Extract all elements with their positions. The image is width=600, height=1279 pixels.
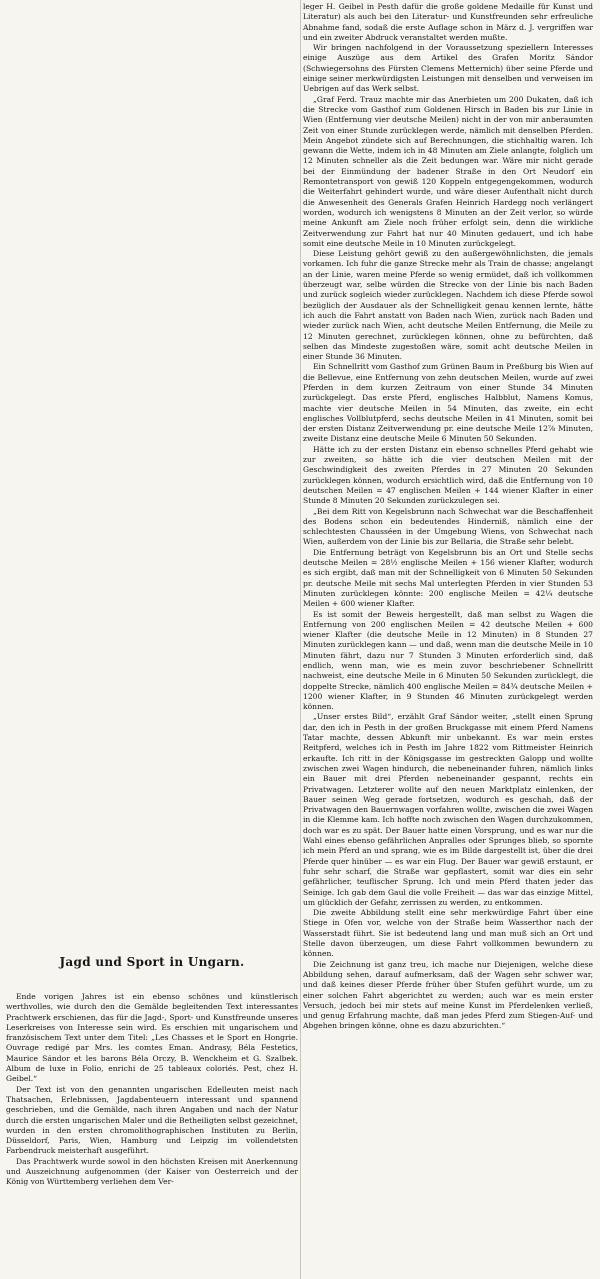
paragraph: Es ist somit der Beweis hergestellt, daß man selbst zu Wagen die Entfernung von 200 englischen Meilen = 42 deutsche Meilen + 600 wiener Klafter (die deutsche Meile in 12 Minuten) in 8 Stunden 27 Minuten zurücklegen kann — und daß, wenn man die deutsche Meile in 10 Minuten fährt, dazu nur 7 Stunden 3 Minuten erforderlich sind, daß endlich, wenn man, wie es mein zuvor beschriebener Schnellritt nachweist, eine deutsche Meile in 6 Minuten 50 Sekunden zurücklegt, die doppelte Strecke, nämlich 400 englische Meilen = 84¾ deutsche Meilen + 1200 wiener Klafter, in 9 Stunden 46 Minuten zurückgelegt werden können. xyxy=(303,609,593,712)
paragraph: Das Prachtwerk wurde sowol in den höchsten Kreisen mit Anerkennung und Auszeichnung aufgenommen (der Kaiser von Oesterreich und der König von Württemberg verliehen dem Ver- xyxy=(6,1156,298,1187)
column-rule xyxy=(300,0,301,1279)
article-heading: Jagd und Sport in Ungarn. xyxy=(59,955,245,969)
paragraph: „Bei dem Ritt von Kegelsbrunn nach Schwechat war die Beschaffenheit des Bodens schon ein bedeutendes Hinderniß, nämlich eine der schlechtesten Chausséen in der Umgebung Wiens, von Schwechat nach Wien, außerdem von der Linie bis zur Bellaria, die Straße sehr belebt. xyxy=(303,506,593,547)
paragraph: Hätte ich zu der ersten Distanz ein ebenso schnelles Pferd gehabt wie zur zweiten, so hätte ich die vier deutschen Meilen mit der Geschwindigkeit des zweiten Pferdes in 27 Minuten 20 Sekunden zurücklegen können, wodurch ersichtlich wird, daß die Entfernung von 10 deutschen Meilen = 47 englischen Meilen + 144 wiener Klafter in einer Stunde 8 Minuten 20 Sekunden zurückzulegen sei. xyxy=(303,444,593,506)
paragraph: „Unser erstes Bild“, erzählt Graf Sándor weiter, „stellt einen Sprung dar, den ich in Pesth in der großen Bruckgasse mit einem Pferd Namens Tatar machte, dessen Abkunft mir unbekannt. Es war mein erstes Reitpferd, welches ich in Pesth im Jahre 1822 vom Rittmeister Heinrich erkaufte. Ich ritt in der Königsgasse im gestreckten Galopp und wollte zwischen zwei Wagen hindurch, die nebeneinander fuhren, nämlich links ein Bauer mit drei Pferden nebeneinander gespannt, rechts ein Privatwagen. Letzterer wollte auf den neuen Marktplatz einlenken, der Bauer seinen Weg gerade fortsetzen, wodurch es geschah, daß der Privatwagen den Bauernwagen vorfahren wollte, zwischen die zwei Wagen in die Klemme kam. Ich hoffte noch zwischen den Wagen durchzukommen, doch war es zu spät. Der Bauer hatte einen Vorsprung, und es war nur die Wahl eines ebenso gefährlichen Anpralles oder Sprunges blieb, so spornte ich mein Pferd an und sprang, wie es im Bilde dargestellt ist, über die drei Pferde quer hinüber — es war ein Flug. Der Bauer war gewiß erstaunt, er fuhr sehr scharf, die Straße war gepflastert, somit war dies ein sehr gefährlicher, teuflischer Sprung. Ich und mein Pferd thaten jeder das Seinige. Ich gab dem Gaul die volle Freiheit — das war das einzige Mittel, um glücklich der Gefahr, zerrissen zu werden, zu entkommen. xyxy=(303,712,593,907)
paragraph: „Graf Ferd. Trauz machte mir das Anerbieten um 200 Dukaten, daß ich die Strecke vom Gasthof zum Goldenen Hirsch in Baden bis zur Linie in Wien (Entfernung vier deutsche Meilen) nicht in der von mir anberaumten Zeit von einer Stunde zurücklegen werde, nämlich mit denselben Pferden. Mein Angebot zündete sich auf Berechnungen, die stichhaltig waren. Ich gewann die Wette, indem ich in 48 Minuten am Ziele anlangte, folglich um 12 Minuten schneller als die Zeit bedungen war. Wäre mir nicht gerade bei der Einmündung der badener Straße in den Ort Neudorf ein Remontetransport von gewiß 120 Koppeln entgegengekommen, wodurch die Weiterfahrt gehindert wurde, und wäre dieser Aufenthalt nicht durch die Anwesenheit des Generals Grafen Heinrich Hardegg noch verlängert worden, wodurch ich wenigstens 8 Minuten an der Zeit verlor, so würde meine Ankunft am Ziele noch früher erfolgt sein, denn die wirkliche Zeitverwendung zur Fahrt hat nur 40 Minuten gedauert, und ich habe somit eine deutsche Meile in 10 Minuten zurückgelegt. xyxy=(303,94,593,248)
paragraph: Die zweite Abbildung stellt eine sehr merkwürdige Fahrt über eine Stiege in Ofen vor, welche von der Straße beim Wasserthor nach der Wasserstadt führt. Sie ist bedeutend lang und man muß sich an Ort und Stelle davon überzeugen, um diese Fahrt vollkommen bewundern zu können. xyxy=(303,908,593,959)
left-article-text xyxy=(6,992,298,1188)
paragraph: Ende vorigen Jahres ist ein ebenso schönes und künstlerisch werthvolles, wie durch den die Gemälde begleitenden Text interessantes Prachtwerk erschienen, das für die Jagd-, Sport- und Kunstfreunde unseres Leserkreises von Interesse sein wird. Es erschien mit ungarischem und französischem Text unter dem Titel: „Les Chasses et le Sport en Hongrie. Ouvrage redigé par Mrs. les comtes Eman. Andrasy, Béla Festetics, Maurice Sándor et les barons Béla Orczy, B. Wenckheim et G. Szalbek. Album de luxe in Folio, enrichi de 25 tableaux coloriés. Pest, chez H. Geibel.“ xyxy=(6,992,298,1084)
paragraph: Ein Schnellritt vom Gasthof zum Grünen Baum in Preßburg bis Wien auf die Bellevue, eine Entfernung von zehn deutschen Meilen, wurde auf zwei Pferden in dem kurzen Zeitraum von einer Stunde 34 Minuten zurückgelegt. Das erste Pferd, englisches Halbblut, Namens Komus, machte vier deutsche Meilen in 54 Minuten, das zweite, ein echt englisches Vollblutpferd, sechs deutsche Meilen in 41 Minuten, somit bei der ersten Distanz Zeitverwendung pr. eine deutsche Meile 12⅞ Minuten, zweite Distanz eine deutsche Meile 6 Minuten 50 Sekunden. xyxy=(303,362,593,444)
left-column xyxy=(6,0,298,1279)
paragraph: Die Entfernung beträgt von Kegelsbrunn bis an Ort und Stelle sechs deutsche Meilen = 28½ englische Meilen + 156 wiener Klafter, wodurch es sich ergibt, daß man mit der Schnelligkeit von 6 Minuten 50 Sekunden pr. deutsche Meile mit sechs Mal unterlegten Pferden in vier Stunden 53 Minuten zurücklegen könnte: 200 englische Meilen = 42¼ deutsche Meilen + 600 wiener Klafter. xyxy=(303,547,593,609)
paragraph: Die Zeichnung ist ganz treu, ich mache nur Diejenigen, welche diese Abbildung sehen, darauf aufmerksam, daß der Wagen sehr schwer war, und daß keines dieser Pferde früher über Stufen geführt wurde, um zu einer solchen Fahrt abgerichtet zu werden; auch war es mein erster Versuch, jedoch bei mir stets auf meine Kunst im Pferdelenken verließ, und genug Erfahrung machte, daß man jedes Pferd zum Stiegen-Auf- und Abgehen bringen könne, ohne es dazu abzurichten.“ xyxy=(303,959,593,1031)
paragraph: Der Text ist von den genannten ungarischen Edelleuten meist nach Thatsachen, Erlebnissen, Jagdabenteuern interessant und spannend geschrieben, und die Gemälde, nach ihren Angaben und nach der Natur durch die ersten ungarischen Maler und die Betheiligten selbst gezeichnet, wurden in den ersten chromolithographischen Instituten zu Berlin, Düsseldorf, Paris, Wien, Hamburg und Leipzig im vollendetsten Farbendruck meisterhaft ausgeführt. xyxy=(6,1084,298,1156)
paragraph: Wir bringen nachfolgend in der Voraussetzung speziellern Interesses einige Auszüge aus dem Artikel des Grafen Moritz Sándor (Schwiegersohns des Fürsten Clemens Metternich) über seine Pferde und einige seiner merkwürdigsten Leistungen mit denselben und verweisen im Uebrigen auf das Werk selbst. xyxy=(303,43,593,94)
paragraph: leger H. Geibel in Pesth dafür die große goldene Medaille für Kunst und Literatur) als auch bei den Literatur- und Kunstfreunden sehr erfreuliche Abnahme fand, sodaß die erste Auflage schon in März d. J. vergriffen war und ein zweiter Abdruck veranstaltet werden mußte. xyxy=(303,2,593,42)
paragraph: Diese Leistung gehört gewiß zu den außergewöhnlichsten, die jemals vorkamen. Ich fuhr die ganze Strecke mehr als Train de chasse; angelangt an der Linie, waren meine Pferde so wenig ermüdet, daß ich vollkommen überzeugt war, selbe würden die Strecke von der Linie bis nach Baden und zurück sogleich wieder zurücklegen. Nachdem ich diese Pferde sowol bezüglich der Ausdauer als der Schnelligkeit genau kennen lernte, hätte ich auch die Fahrt anstatt von Baden nach Wien, zurück nach Baden und wieder zurück nach Wien, acht deutsche Meilen Entfernung, die Meile zu 12 Minuten gerechnet, zurücklegen können, ohne zu befürchten, daß selben das Mindeste zugestoßen wäre, somit acht deutsche Meilen in einer Stunde 36 Minuten. xyxy=(303,249,593,362)
right-column xyxy=(303,2,593,1277)
